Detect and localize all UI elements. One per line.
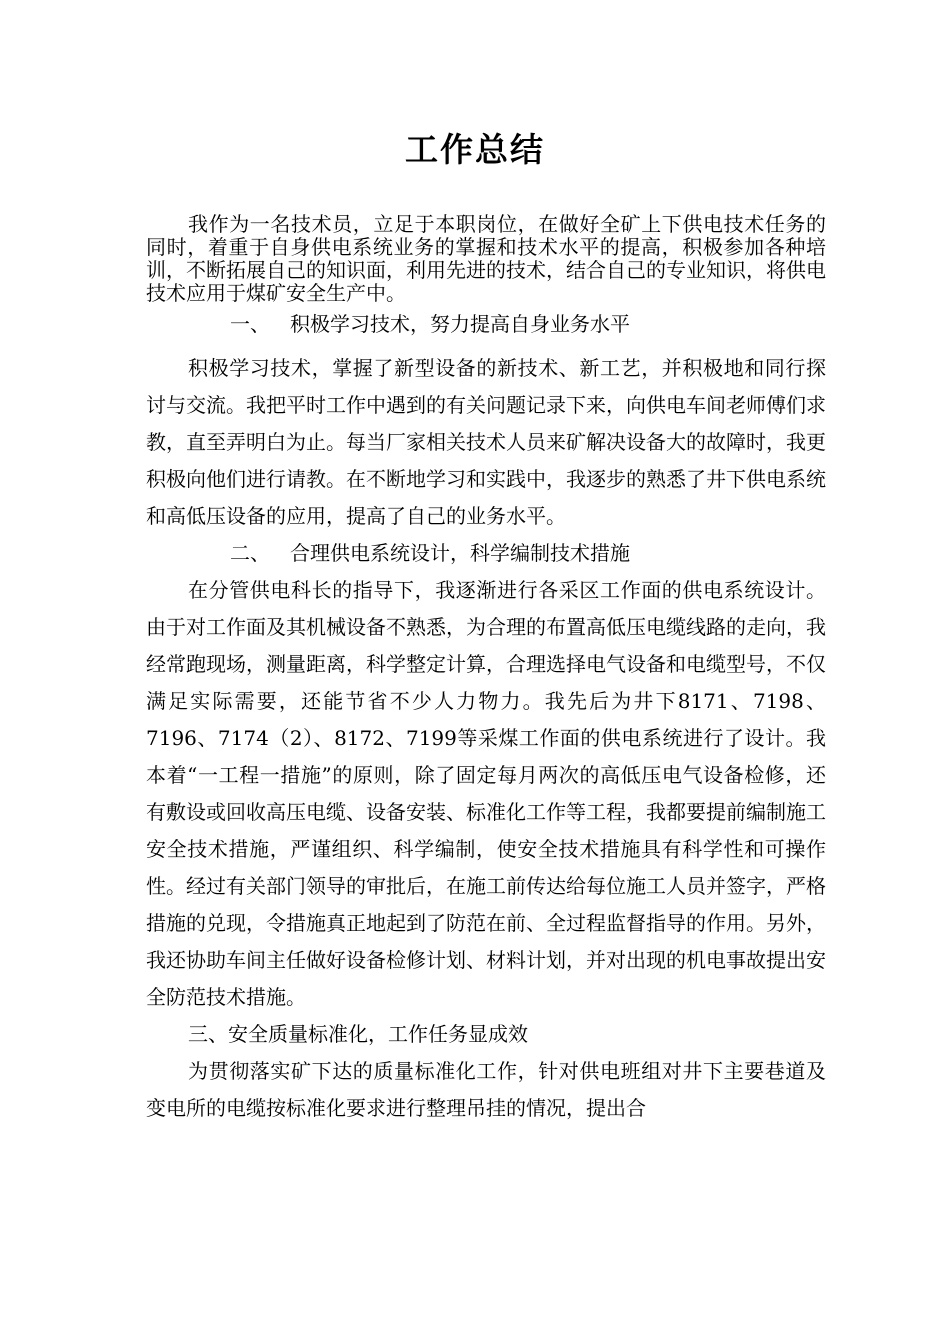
document-body [146, 313, 826, 1127]
section-number: 一、 [230, 312, 270, 336]
section-paragraph: 积极学习技术，掌握了新型设备的新技术、新工艺，并积极地和同行探讨与交流。我把平时工作中遇到的有关问题记录下来，向供电车间老师傅们求教，直至弄明白为止。每当厂家相关技术人员来矿解决设备大的故障时，我更积极向他们进行请教。在不断地学习和实践中，我逐步的熟悉了井下供电系统和高低压设备的应用，提高了自己的业务水平。 [146, 356, 826, 528]
section-heading-text: 安全质量标准化，工作任务显成效 [228, 1022, 528, 1046]
section-paragraph: 为贯彻落实矿下达的质量标准化工作，针对供电班组对井下主要巷道及变电所的电缆按标准化要求进行整理吊挂的情况，提出合 [146, 1059, 826, 1120]
section-heading [146, 535, 826, 572]
section-heading [146, 313, 826, 336]
document-title: 工作总结 [405, 130, 545, 169]
section-paragraph: 在分管供电科长的指导下，我逐渐进行各采区工作面的供电系统设计。由于对工作面及其机械设备不熟悉，为合理的布置高低压电缆线路的走向，我经常跑现场，测量距离，科学整定计算，合理选择电气设备和电缆型号，不仅满足实际需要，还能节省不少人力物力。我先后为井下8171、7198、7196、7174（2）、8172、7199等采煤工作面的供电系统进行了设计。我本着“一工程一措施”的原则，除了固定每月两次的高低压电气设备检修，还有敷设或回收高压电缆、设备安装、标准化工作等工程，我都要提前编制施工安全技术措施，严谨组织、科学编制，使安全技术措施具有科学性和可操作性。经过有关部门领导的审批后，在施工前传达给每位施工人员并签字，严格措施的兑现，令措施真正地起到了防范在前、全过程监督指导的作用。另外，我还协助车间主任做好设备检修计划、材料计划，并对出现的机电事故提出安全防范技术措施。 [146, 578, 826, 1009]
section-heading-text: 合理供电系统设计，科学编制技术措施 [290, 541, 630, 565]
section-number: 二、 [230, 541, 270, 565]
section-number: 三、 [188, 1022, 228, 1046]
section-heading-text: 积极学习技术，努力提高自身业务水平 [290, 312, 630, 336]
section-heading [146, 1016, 826, 1053]
intro-paragraph: 我作为一名技术员，立足于本职岗位，在做好全矿上下供电技术任务的同时，着重于自身供电系统业务的掌握和技术水平的提高，积极参加各种培训，不断拓展自己的知识面，利用先进的技术，结合自己的专业知识，将供电技术应用于煤矿安全生产中。 [146, 212, 826, 305]
